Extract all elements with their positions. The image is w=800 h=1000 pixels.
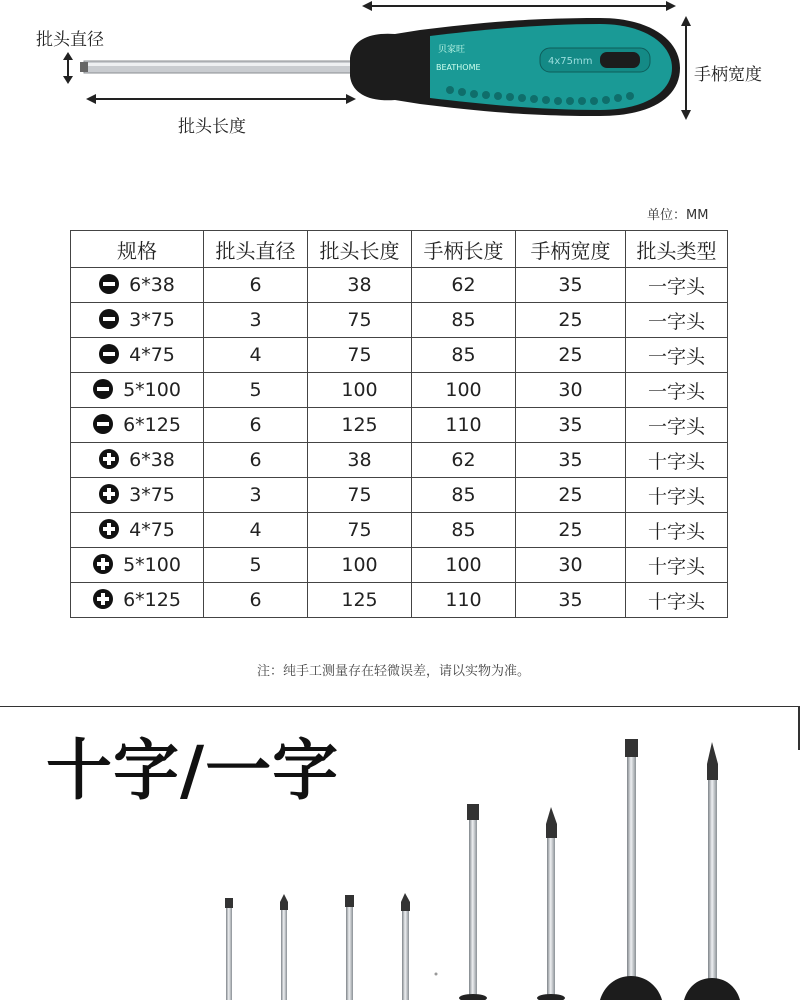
screwdriver-tip bbox=[80, 62, 88, 72]
tip-type-cell: 一字头 bbox=[626, 268, 728, 303]
spec-cell bbox=[71, 583, 204, 618]
tip-diameter-cell: 6 bbox=[204, 443, 308, 478]
spec-cell bbox=[71, 338, 204, 373]
tip-length-cell: 125 bbox=[308, 408, 412, 443]
header-spec: 规格 bbox=[71, 231, 204, 268]
tip-diameter-cell: 6 bbox=[204, 583, 308, 618]
screwdriver-illustration bbox=[0, 0, 800, 140]
tip-type-cell: 一字头 bbox=[626, 373, 728, 408]
handle-length-cell: 100 bbox=[412, 373, 516, 408]
spec-value: 6*38 bbox=[129, 274, 175, 296]
table-row bbox=[71, 408, 728, 443]
handle-width-cell: 30 bbox=[516, 548, 626, 583]
spec-value: 5*100 bbox=[123, 554, 181, 576]
minus-circle-icon bbox=[99, 309, 119, 329]
spec-value: 4*75 bbox=[129, 344, 175, 366]
header-tip-diameter: 批头直径 bbox=[204, 231, 308, 268]
handle-width-arrow bbox=[681, 16, 691, 120]
measurement-note: 注：纯手工测量存在轻微误差，请以实物为准。 bbox=[257, 664, 531, 679]
plus-circle-icon bbox=[99, 484, 119, 504]
handle-width-cell: 35 bbox=[516, 583, 626, 618]
table-row bbox=[71, 373, 728, 408]
minus-circle-icon bbox=[93, 379, 113, 399]
handle-length-cell: 85 bbox=[412, 303, 516, 338]
table-row bbox=[71, 303, 728, 338]
spec-value: 5*100 bbox=[123, 379, 181, 401]
handle-length-cell: 85 bbox=[412, 478, 516, 513]
tip-diameter-cell: 3 bbox=[204, 303, 308, 338]
table-row bbox=[71, 268, 728, 303]
screwdriver-short-1 bbox=[225, 898, 233, 1000]
handle-length-arrow bbox=[362, 1, 676, 11]
handle-length-cell: 85 bbox=[412, 338, 516, 373]
table-header-row bbox=[71, 231, 728, 268]
spec-cell bbox=[71, 478, 204, 513]
spec-value: 6*125 bbox=[123, 589, 181, 611]
spec-value: 3*75 bbox=[129, 309, 175, 331]
header-tip-type: 批头类型 bbox=[626, 231, 728, 268]
unit-label: 单位：MM bbox=[647, 208, 709, 223]
spec-table bbox=[70, 230, 728, 618]
tip-length-cell: 75 bbox=[308, 338, 412, 373]
spec-value: 3*75 bbox=[129, 484, 175, 506]
screwdriver-short-2 bbox=[280, 894, 288, 1000]
tip-type-cell: 十字头 bbox=[626, 443, 728, 478]
table-row bbox=[71, 583, 728, 618]
minus-circle-icon bbox=[93, 414, 113, 434]
tip-length-cell: 100 bbox=[308, 548, 412, 583]
header-handle-length: 手柄长度 bbox=[412, 231, 516, 268]
spec-cell bbox=[71, 408, 204, 443]
tip-length-cell: 75 bbox=[308, 478, 412, 513]
tip-diameter-cell: 5 bbox=[204, 548, 308, 583]
tip-length-cell: 125 bbox=[308, 583, 412, 618]
tip-length-label: 批头长度 bbox=[178, 117, 246, 137]
tip-diameter-label: 批头直径 bbox=[36, 30, 104, 50]
handle-width-cell: 25 bbox=[516, 338, 626, 373]
section-title: 十字/一字 bbox=[46, 732, 340, 809]
table-row bbox=[71, 443, 728, 478]
screwdriver-medium-2 bbox=[537, 807, 565, 1000]
tip-type-cell: 十字头 bbox=[626, 583, 728, 618]
spec-cell bbox=[71, 303, 204, 338]
tip-length-cell: 100 bbox=[308, 373, 412, 408]
handle-width-cell: 25 bbox=[516, 513, 626, 548]
spec-cell bbox=[71, 268, 204, 303]
minus-circle-icon bbox=[99, 274, 119, 294]
plus-circle-icon bbox=[93, 589, 113, 609]
handle-width-label: 手柄宽度 bbox=[694, 65, 762, 85]
handle-brand-cn: 贝家旺 bbox=[438, 45, 466, 55]
tip-diameter-cell: 3 bbox=[204, 478, 308, 513]
handle-width-cell: 35 bbox=[516, 408, 626, 443]
handle-length-cell: 62 bbox=[412, 268, 516, 303]
tip-length-arrow bbox=[86, 94, 356, 104]
spec-cell bbox=[71, 443, 204, 478]
screwdriver-shaft bbox=[84, 61, 364, 73]
tip-diameter-cell: 6 bbox=[204, 268, 308, 303]
tip-diameter-cell: 6 bbox=[204, 408, 308, 443]
handle-length-cell: 110 bbox=[412, 583, 516, 618]
screwdriver-long-2 bbox=[684, 742, 740, 1000]
handle-size-print: 4x75mm bbox=[548, 56, 593, 67]
spec-value: 4*75 bbox=[129, 519, 175, 541]
tip-length-cell: 38 bbox=[308, 268, 412, 303]
plus-circle-icon bbox=[99, 519, 119, 539]
spec-cell bbox=[71, 373, 204, 408]
table-row bbox=[71, 548, 728, 583]
handle-width-cell: 25 bbox=[516, 303, 626, 338]
handle-length-cell: 85 bbox=[412, 513, 516, 548]
tip-type-cell: 一字头 bbox=[626, 338, 728, 373]
plus-circle-icon bbox=[99, 449, 119, 469]
screwdriver-medium-1 bbox=[459, 804, 487, 1000]
tip-length-cell: 75 bbox=[308, 303, 412, 338]
tip-type-cell: 十字头 bbox=[626, 548, 728, 583]
table-row bbox=[71, 478, 728, 513]
minus-circle-icon bbox=[99, 344, 119, 364]
header-handle-width: 手柄宽度 bbox=[516, 231, 626, 268]
plus-circle-icon bbox=[93, 554, 113, 574]
table-row bbox=[71, 338, 728, 373]
tip-diameter-cell: 4 bbox=[204, 338, 308, 373]
spec-cell bbox=[71, 513, 204, 548]
tip-length-cell: 75 bbox=[308, 513, 412, 548]
tip-diameter-arrow bbox=[63, 52, 73, 84]
tip-length-cell: 38 bbox=[308, 443, 412, 478]
spec-value: 6*38 bbox=[129, 449, 175, 471]
screwdriver-short-3 bbox=[345, 895, 354, 1000]
header-tip-length: 批头长度 bbox=[308, 231, 412, 268]
handle-brand-en: BEATHOME bbox=[436, 63, 481, 72]
spec-value: 6*125 bbox=[123, 414, 181, 436]
table-row bbox=[71, 513, 728, 548]
screwdriver-set-photo bbox=[0, 706, 800, 1000]
screwdriver-long-1 bbox=[600, 739, 662, 1000]
handle-length-cell: 110 bbox=[412, 408, 516, 443]
spec-cell bbox=[71, 548, 204, 583]
handle-length-cell: 100 bbox=[412, 548, 516, 583]
tip-type-cell: 一字头 bbox=[626, 408, 728, 443]
handle-width-cell: 30 bbox=[516, 373, 626, 408]
tip-diameter-cell: 4 bbox=[204, 513, 308, 548]
tip-type-cell: 一字头 bbox=[626, 303, 728, 338]
screwdriver-short-4 bbox=[401, 893, 410, 1000]
tip-type-cell: 十字头 bbox=[626, 513, 728, 548]
tip-diameter-cell: 5 bbox=[204, 373, 308, 408]
tip-type-cell: 十字头 bbox=[626, 478, 728, 513]
handle-length-cell: 62 bbox=[412, 443, 516, 478]
handle-width-cell: 25 bbox=[516, 478, 626, 513]
handle-width-cell: 35 bbox=[516, 443, 626, 478]
handle-width-cell: 35 bbox=[516, 268, 626, 303]
